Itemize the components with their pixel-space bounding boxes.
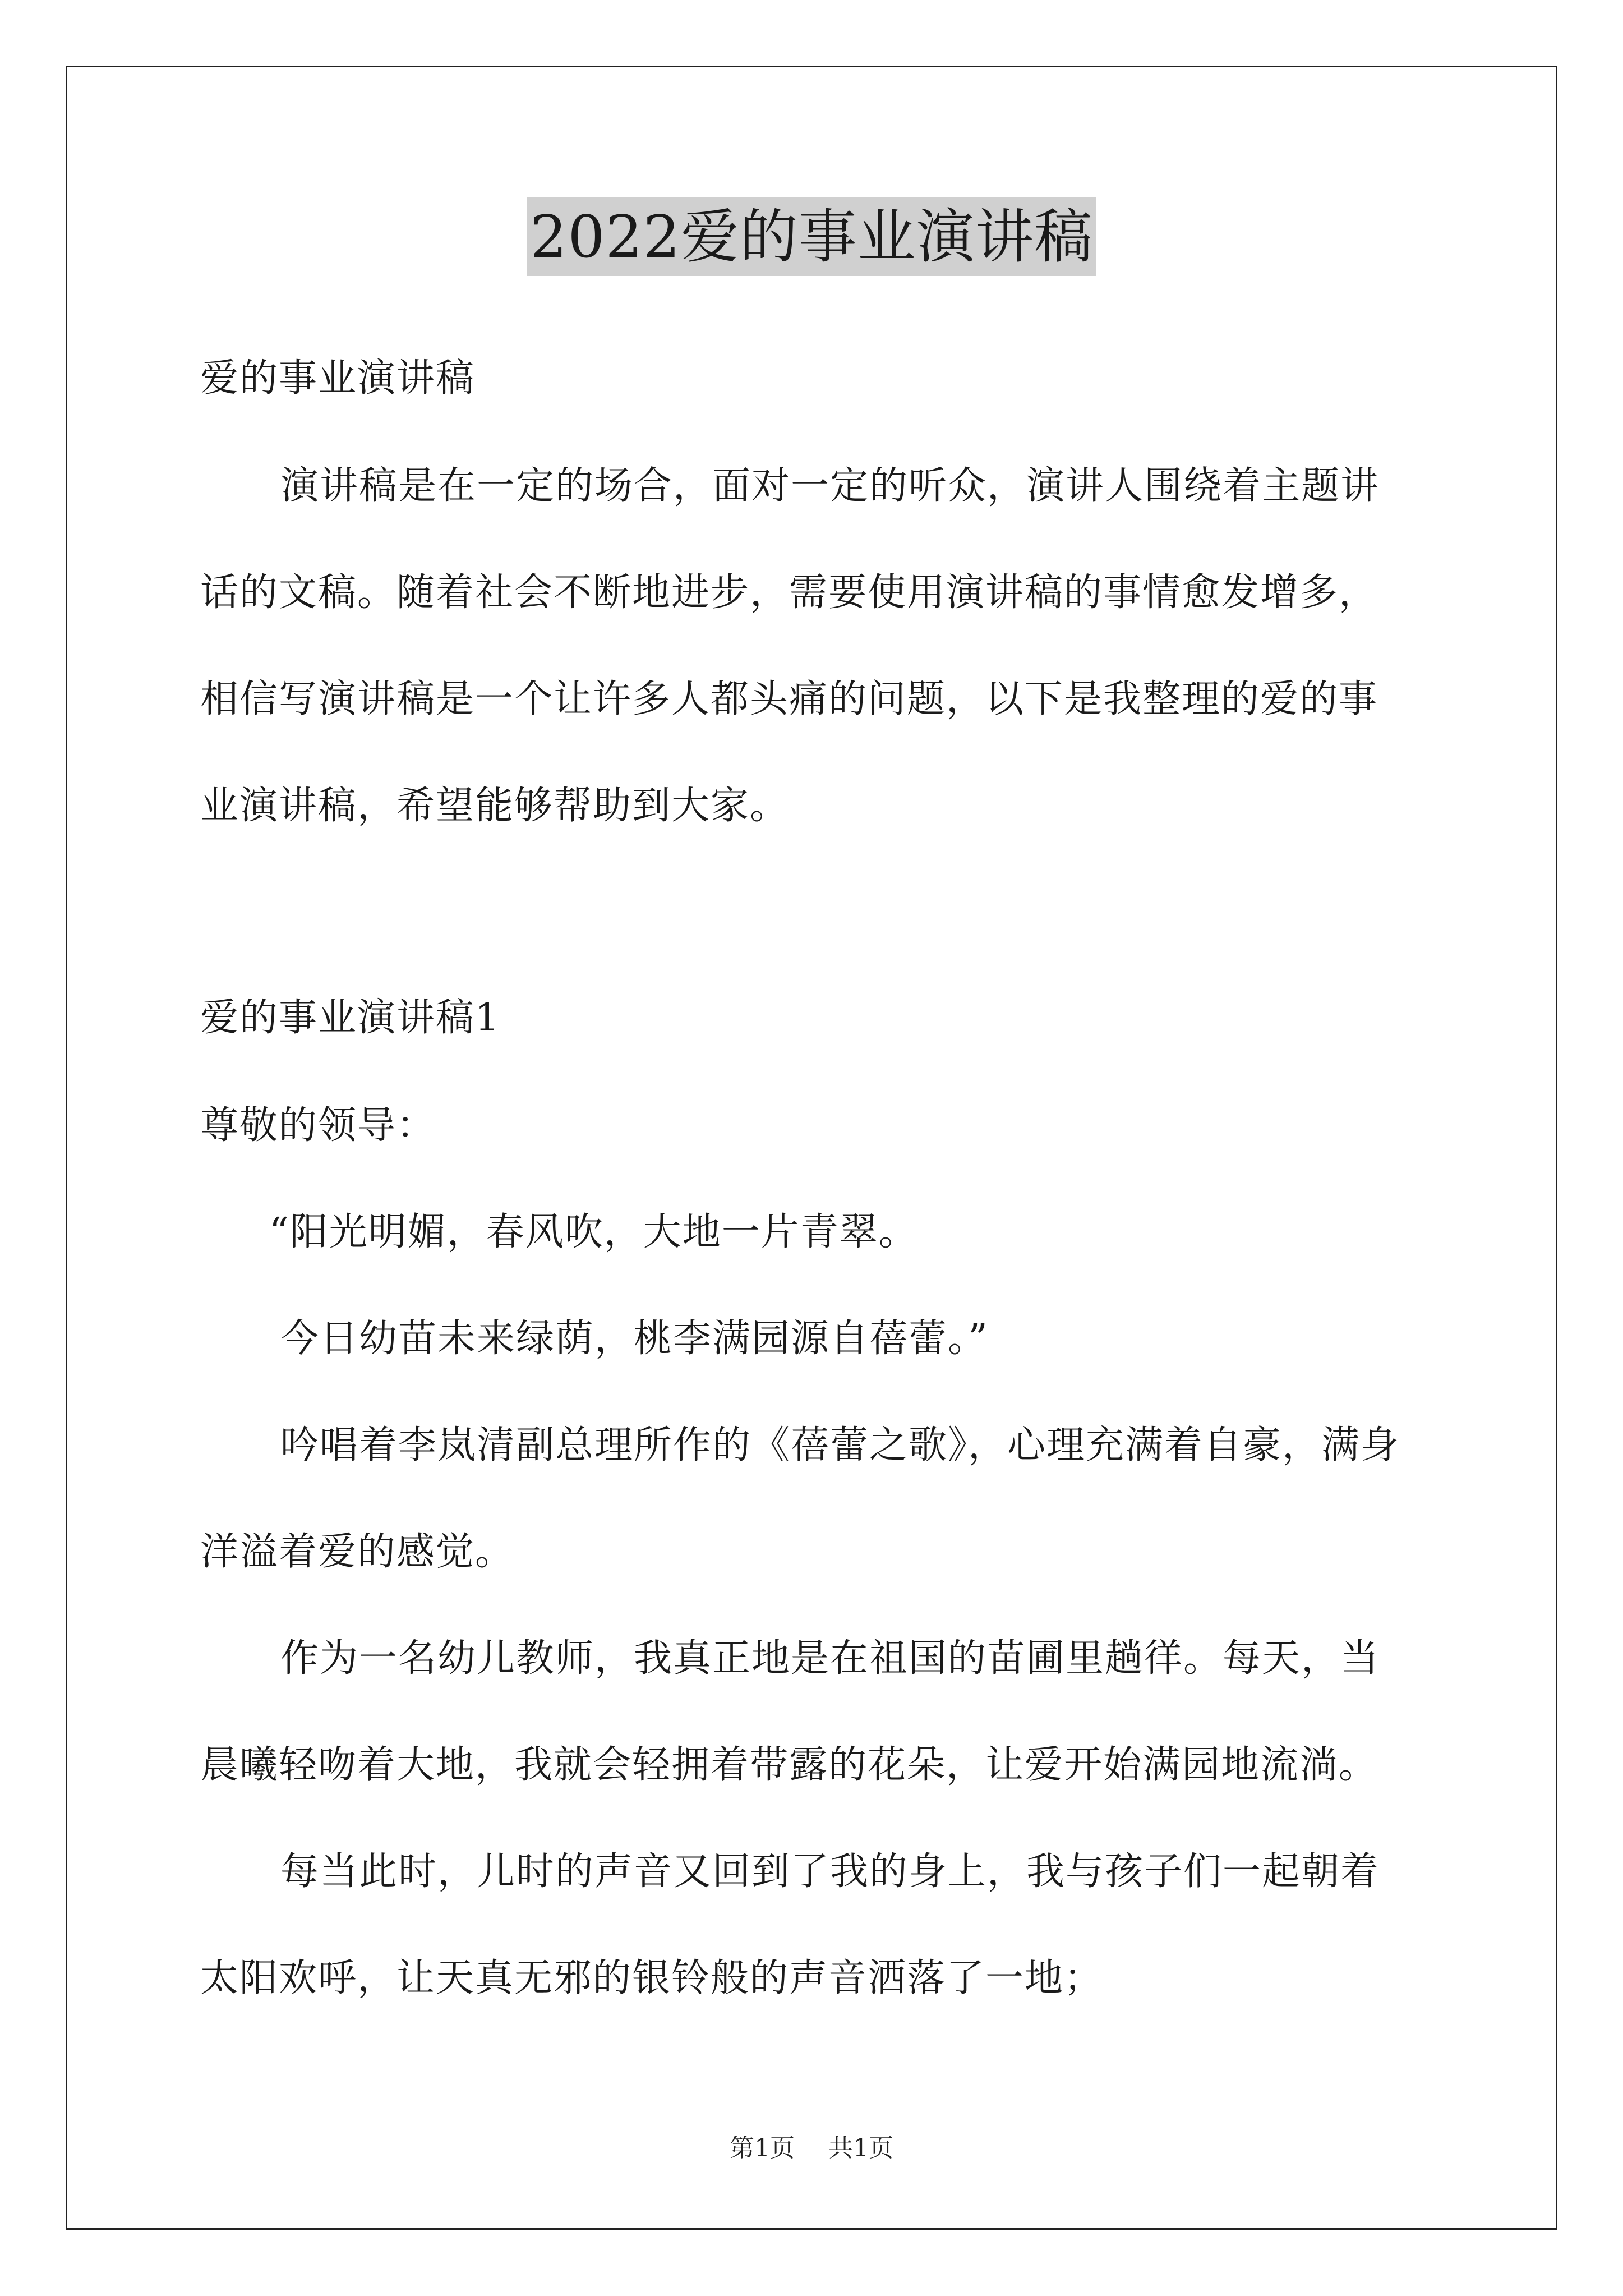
body-line-5: 作为一名幼儿教师，我真正地是在祖国的苗圃里趟徉。每天，当 bbox=[280, 1636, 1380, 1681]
intro-line-1: 演讲稿是在一定的场合，面对一定的听众，演讲人围绕着主题讲 bbox=[280, 464, 1380, 508]
body-line-2: 今日幼苗未来绿荫，桃李满园源自蓓蕾。” bbox=[280, 1317, 989, 1361]
document-title: 2022爱的事业演讲稿 bbox=[527, 197, 1096, 276]
page-footer bbox=[0, 2132, 1623, 2165]
intro-line-4: 业演讲稿，希望能够帮助到大家。 bbox=[200, 784, 790, 828]
body-line-1: “阳光明媚，春风吹，大地一片青翠。 bbox=[269, 1210, 918, 1254]
title-container bbox=[0, 197, 1623, 276]
document-subtitle: 爱的事业演讲稿 bbox=[200, 356, 476, 401]
body-line-7: 每当此时，儿时的声音又回到了我的身上，我与孩子们一起朝着 bbox=[280, 1849, 1380, 1894]
salutation: 尊敬的领导： bbox=[200, 1103, 436, 1148]
intro-line-3: 相信写演讲稿是一个让许多人都头痛的问题，以下是我整理的爱的事 bbox=[200, 677, 1378, 721]
body-line-6: 晨曦轻吻着大地，我就会轻拥着带露的花朵，让爱开始满园地流淌。 bbox=[200, 1743, 1378, 1787]
page-number: 第1页 bbox=[730, 2134, 795, 2162]
intro-line-2: 话的文稿。随着社会不断地进步，需要使用演讲稿的事情愈发增多， bbox=[200, 570, 1378, 615]
page-total: 共1页 bbox=[828, 2134, 893, 2162]
section-heading: 爱的事业演讲稿1 bbox=[200, 996, 501, 1040]
body-line-4: 洋溢着爱的感觉。 bbox=[200, 1530, 515, 1574]
body-line-3: 吟唱着李岚清副总理所作的《蓓蕾之歌》，心理充满着自豪，满身 bbox=[280, 1423, 1400, 1467]
body-line-8: 太阳欢呼，让天真无邪的银铃般的声音洒落了一地； bbox=[200, 1956, 1104, 2000]
